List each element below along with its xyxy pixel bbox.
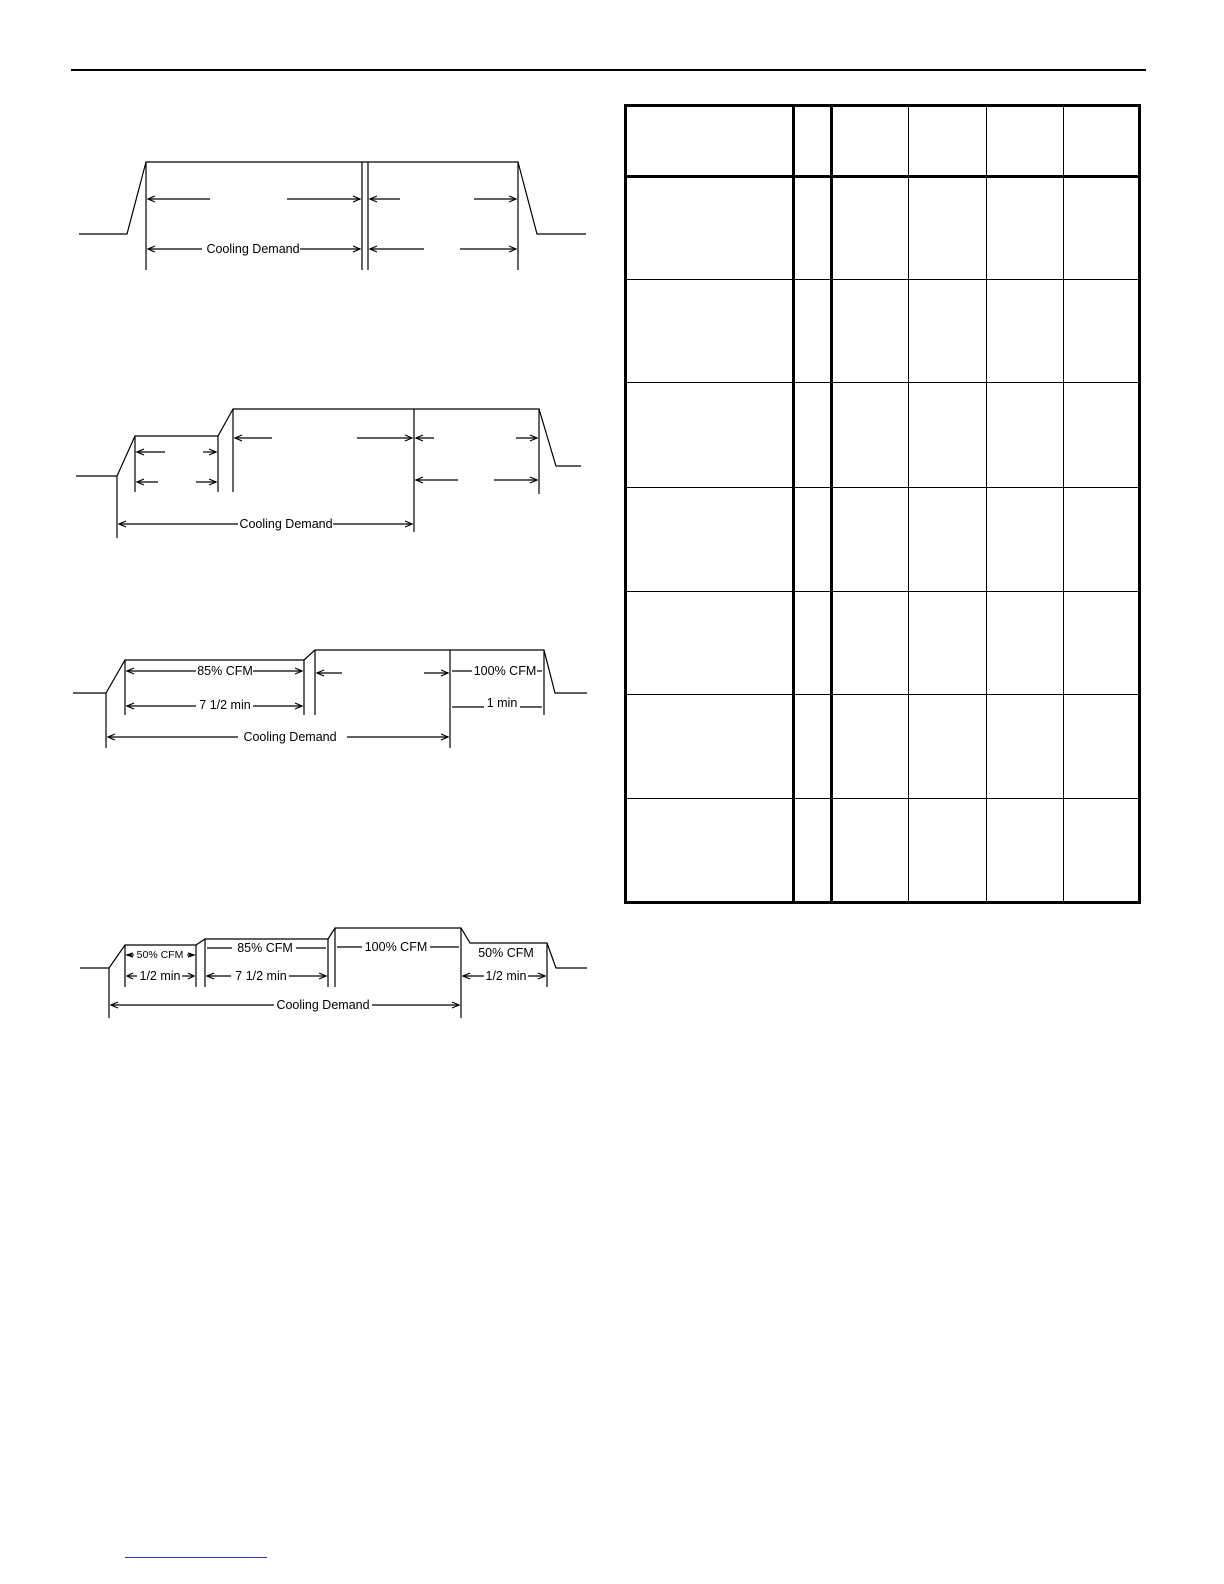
profile-2-cooling-demand-label: Cooling Demand bbox=[239, 517, 333, 531]
blower-setting-table bbox=[624, 104, 1141, 904]
table-row-divider bbox=[627, 382, 1138, 383]
profile-3-stage1-time-label: 7 1/2 min bbox=[199, 698, 251, 712]
profile-4-off-cfm-label: 50% CFM bbox=[478, 946, 534, 960]
profile-3-off-delay-label: 1 min bbox=[486, 696, 518, 710]
profile-3-cooling-demand-label: Cooling Demand bbox=[243, 730, 337, 744]
profile-4-stage2-cfm-label: 85% CFM bbox=[237, 941, 293, 955]
table-column-divider bbox=[792, 107, 795, 901]
table-row-divider bbox=[627, 591, 1138, 592]
table-column-divider bbox=[1063, 107, 1064, 901]
profile-4-stage2-time-label: 7 1/2 min bbox=[235, 969, 287, 983]
table-column-divider bbox=[986, 107, 987, 901]
footer-link-underline[interactable] bbox=[125, 1557, 267, 1558]
table-column-divider bbox=[830, 107, 833, 901]
table-column-divider bbox=[908, 107, 909, 901]
table-header-divider bbox=[627, 175, 1138, 178]
profile-4-off-time-label: 1/2 min bbox=[485, 969, 527, 983]
table-row-divider bbox=[627, 279, 1138, 280]
table-row-divider bbox=[627, 798, 1138, 799]
profile-1-cooling-demand-label: Cooling Demand bbox=[206, 242, 300, 256]
profile-4-cooling-demand-label: Cooling Demand bbox=[276, 998, 370, 1012]
profile-3-stage1-cfm-label: 85% CFM bbox=[197, 664, 253, 678]
profile-3-stage3-cfm-label: 100% CFM bbox=[473, 664, 537, 678]
table-row-divider bbox=[627, 694, 1138, 695]
table-row-divider bbox=[627, 487, 1138, 488]
profile-4-stage1-time-label: 1/2 min bbox=[139, 969, 181, 983]
profile-4-stage3-cfm-label: 100% CFM bbox=[364, 940, 428, 954]
profile-4-stage1-cfm-label: 50% CFM bbox=[136, 949, 184, 961]
